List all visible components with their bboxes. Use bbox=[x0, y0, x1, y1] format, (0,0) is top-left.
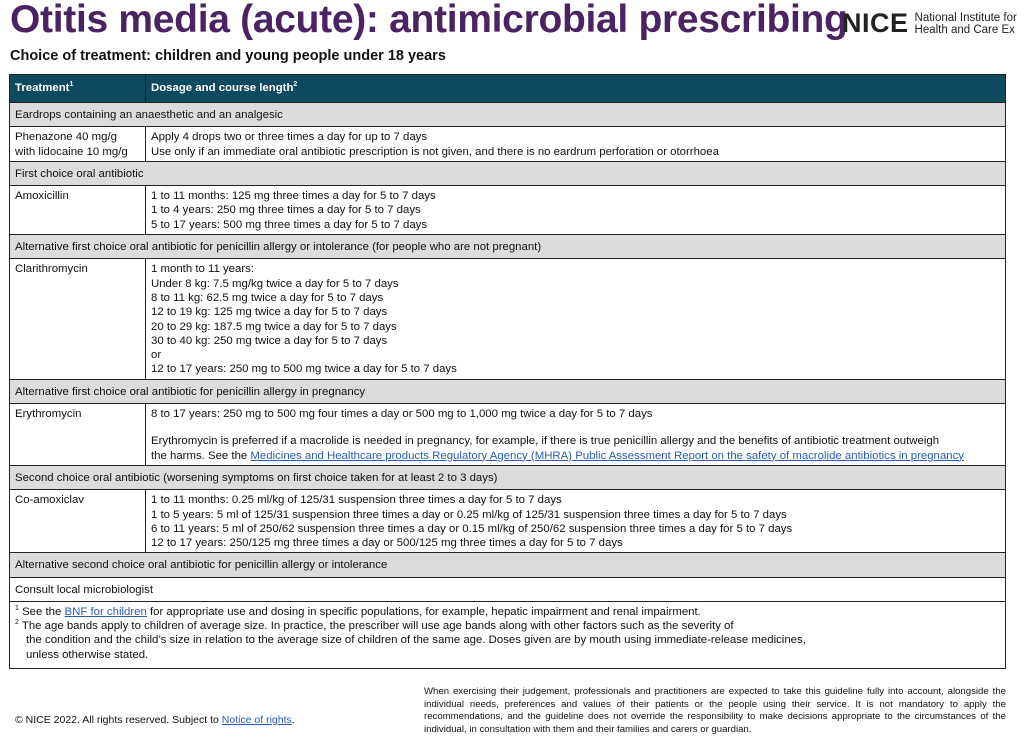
section-label: First choice oral antibiotic bbox=[10, 161, 1006, 185]
drug-name: Phenazone 40 mg/g with lidocaine 10 mg/g bbox=[10, 127, 146, 162]
section-row-first-choice bbox=[10, 161, 1006, 185]
drug-name: Clarithromycin bbox=[10, 259, 146, 379]
section-label: Alternative first choice oral antibiotic for penicillin allergy or intolerance (for people who are not pregnant) bbox=[10, 235, 1006, 259]
section-label: Second choice oral antibiotic (worsening symptoms on first choice taken for at least 2 to 3 days) bbox=[10, 465, 1006, 489]
nice-logo bbox=[842, 8, 1017, 39]
footnotes-cell: $^1$ See the BNF for children for appropriate use and dosing in specific populations, for example, hepatic impairment and renal impairment. $^2$ The age bands apply to children of average size. In practice, the prescriber will use age bands along with other factors such as the severity of the condition and the child’s size in relation to the average size of children of the same age. Doses given are by mouth using immediate-release medicines, unless otherwise stated. bbox=[10, 602, 1006, 669]
footnote-1: $^1$ See the BNF for children for appropriate use and dosing in specific populations, for example, hepatic impairment and renal impairment. bbox=[15, 605, 701, 619]
table-row-co-amoxiclav bbox=[10, 490, 1006, 553]
section-row-alt-pregnancy bbox=[10, 379, 1006, 403]
page-title: Otitis media (acute): antimicrobial prescribing bbox=[10, 0, 848, 41]
treatment-table bbox=[9, 74, 1006, 669]
drug-name: Erythromycin bbox=[10, 404, 146, 466]
consult-cell: Consult local microbiologist bbox=[10, 577, 1006, 601]
dosage-cell: 8 to 17 years: 250 mg to 500 mg four times a day or 500 mg to 1,000 mg twice a day for 5 to 7 days Erythromycin is preferred if a macrolide is needed in pregnancy, for example, if there is true penicillin allergy and the benefits of antibiotic treatment outweigh the harms. See the Medicines and Healthcare products Regulatory Agency (MHRA) Public Assessment Report on the safety of macrolide antibiotics in pregnancy bbox=[146, 404, 1006, 466]
mhra-report-link[interactable]: Medicines and Healthcare products Regulatory Agency (MHRA) Public Assessment Report on the safety of macrolide antibiotics in pregnancy bbox=[250, 449, 964, 462]
disclaimer-text: When exercising their judgement, professionals and practitioners are expected to take this guideline fully into account, alongside the individual needs, preferences and values of their patients or the people using their service. It is not mandatory to apply the recommendations, and the guideline does not override the responsibility to make decisions appropriate to the circumstances of the individual, in consultation with them and their families and carers or guardian. bbox=[424, 686, 1006, 735]
footnotes-row bbox=[10, 602, 1006, 669]
dosage-cell: 1 to 11 months: 125 mg three times a day for 5 to 7 days 1 to 4 years: 250 mg three times a day for 5 to 7 days 5 to 17 years: 500 mg three times a day for 5 to 7 days bbox=[146, 186, 1006, 235]
table-header-row bbox=[10, 75, 1006, 103]
bnf-for-children-link[interactable]: BNF for children bbox=[64, 606, 147, 619]
notice-of-rights-link[interactable]: Notice of rights bbox=[221, 714, 292, 726]
section-row-alt-second-choice bbox=[10, 553, 1006, 577]
logo-wordmark: NICE bbox=[842, 8, 909, 38]
logo-subtext bbox=[915, 12, 1017, 36]
drug-name: Amoxicillin bbox=[10, 186, 146, 235]
table-row-clarithromycin bbox=[10, 259, 1006, 379]
dosage-cell: 1 to 11 months: 0.25 ml/kg of 125/31 suspension three times a day for 5 to 7 days 1 to 5 years: 5 ml of 125/31 suspension three times a day or 0.25 ml/kg of 125/31 suspension three times a day for 5 to 7 days 6 to 11 years: 5 ml of 250/62 suspension three times a day or 0.15 ml/kg of 250/62 suspension three times a day for 5 to 7 days 12 to 17 years: 250/125 mg three times a day or 500/125 mg three times a day for 5 to 7 days bbox=[146, 490, 1006, 553]
drug-name: Co-amoxiclav bbox=[10, 490, 146, 553]
dosage-cell: 1 month to 11 years: Under 8 kg: 7.5 mg/kg twice a day for 5 to 7 days 8 to 11 kg: 62.5 mg twice a day for 5 to 7 days 12 to 19 kg: 125 mg twice a day for 5 to 7 days 20 to 29 kg: 187.5 mg twice a day for 5 to 7 days 30 to 40 kg: 250 mg twice a day for 5 to 7 days or 12 to 17 years: 250 mg to 500 mg twice a day for 5 to 7 days bbox=[146, 259, 1006, 379]
table-row-phenazone bbox=[10, 127, 1006, 162]
section-row-eardrops bbox=[10, 103, 1006, 127]
section-label: Alternative second choice oral antibiotic for penicillin allergy or intolerance bbox=[10, 553, 1006, 577]
header-treatment: Treatment$^1$ bbox=[10, 75, 146, 103]
copyright-notice: © NICE 2022. All rights reserved. Subject to Notice of rights. bbox=[15, 714, 295, 726]
header-dosage: Dosage and course length$^2$ bbox=[146, 75, 1006, 103]
table-row-amoxicillin bbox=[10, 186, 1006, 235]
dosage-cell: Apply 4 drops two or three times a day for up to 7 days Use only if an immediate oral antibiotic prescription is not given, and there is no eardrum perforation or otorrhoea bbox=[146, 127, 1006, 162]
logo-line-1: National Institute for bbox=[914, 11, 1017, 24]
footnote-2: $^2$ The age bands apply to children of average size. In practice, the prescriber will use age bands along with other factors such as the severity of bbox=[15, 619, 734, 633]
table-row-erythromycin bbox=[10, 404, 1006, 466]
section-label: Eardrops containing an anaesthetic and an analgesic bbox=[10, 103, 1006, 127]
page-subtitle: Choice of treatment: children and young people under 18 years bbox=[10, 48, 446, 64]
section-label: Alternative first choice oral antibiotic for penicillin allergy in pregnancy bbox=[10, 379, 1006, 403]
section-row-second-choice bbox=[10, 465, 1006, 489]
section-row-alt-first-choice bbox=[10, 235, 1006, 259]
table-row-consult bbox=[10, 577, 1006, 601]
logo-line-2: Health and Care Ex bbox=[914, 23, 1015, 36]
